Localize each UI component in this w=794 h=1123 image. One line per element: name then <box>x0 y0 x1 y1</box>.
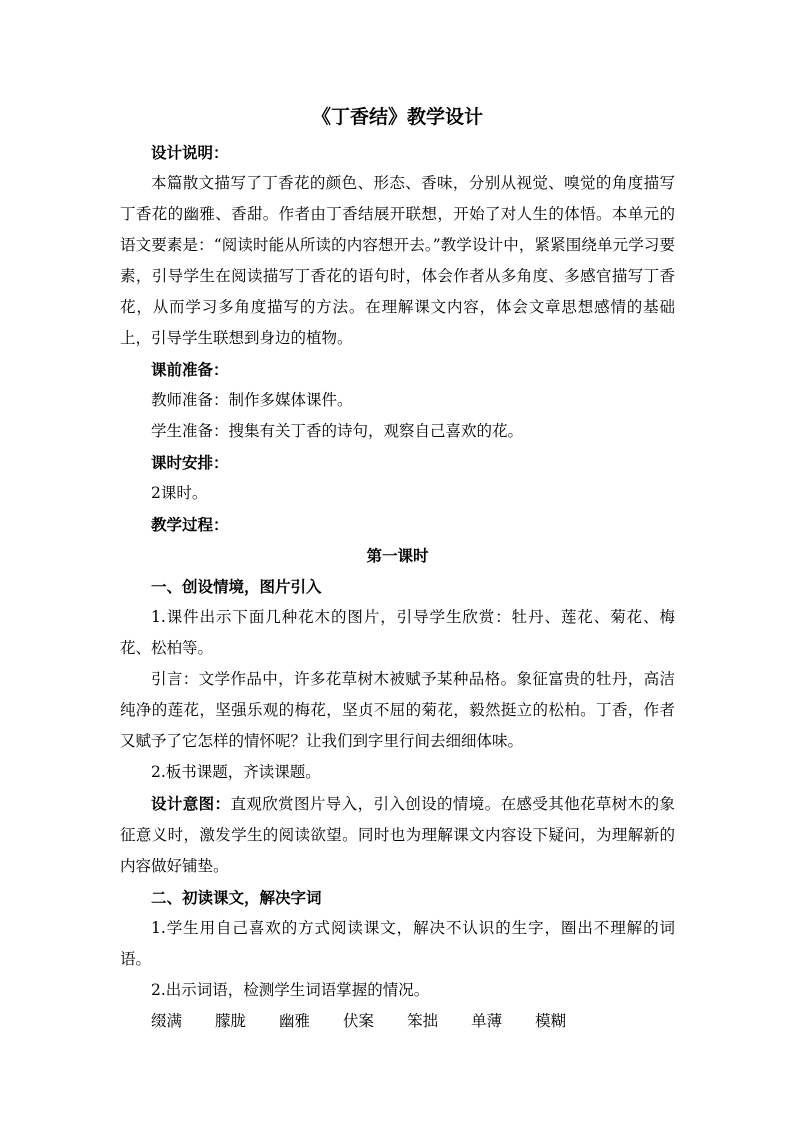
section-heading-design-notes: 设计说明： <box>151 143 229 162</box>
section-heading-process: 教学过程： <box>151 515 229 534</box>
vocabulary-list <box>120 1006 675 1037</box>
vocabulary-word: 缀满 <box>151 1012 183 1030</box>
paragraph-schedule: 2课时。 <box>151 484 208 502</box>
paragraph-introduction: 引言：文学作品中，许多花草树木被赋予某种品格。象征富贵的牡丹，高洁纯净的莲花，坚强乐观的梅花，坚贞不屈的菊花，毅然挺立的松柏。丁香，作者又赋予了它怎样的情怀呢？让我们到字里行间去细细体味。 <box>120 670 675 750</box>
vocabulary-word: 笨拙 <box>407 1012 439 1030</box>
section-heading-preparation: 课前准备： <box>151 360 229 379</box>
paragraph-student-prep: 学生准备：搜集有关丁香的诗句，观察自己喜欢的花。 <box>151 422 524 440</box>
vocabulary-word: 幽雅 <box>279 1012 311 1030</box>
section-heading-schedule: 课时安排： <box>151 453 229 472</box>
paragraph-design-notes: 本篇散文描写了丁香花的颜色、形态、香味，分别从视觉、嗅觉的角度描写丁香花的幽雅、香甜。作者由丁香结展开联想，开始了对人生的体悟。本单元的语文要素是：“阅读时能从所读的内容想开去。”教学设计中，紧紧围绕单元学习要素，引导学生在阅读描写丁香花的语句时，体会作者从多角度、多感官描写丁香花，从而学习多角度描写的方法。在理解课文内容，体会文章思想感情的基础上，引导学生联想到身边的植物。 <box>120 174 675 347</box>
vocabulary-word: 模糊 <box>535 1012 567 1030</box>
section-heading-step-1: 一、创设情境，图片引入 <box>151 577 322 596</box>
paragraph-teacher-prep: 教师准备：制作多媒体课件。 <box>151 391 353 409</box>
section-heading-step-2: 二、初读课文，解决字词 <box>151 888 322 907</box>
design-intent-label: 设计意图： <box>151 794 231 813</box>
vocabulary-word: 朦胧 <box>215 1012 247 1030</box>
paragraph-step-1-item-2: 2.板书课题，齐读课题。 <box>151 763 321 781</box>
document-body <box>120 100 675 1037</box>
paragraph-step-2-item-2: 2.出示词语，检测学生词语掌握的情况。 <box>151 981 430 999</box>
lesson-title: 第一课时 <box>366 546 429 565</box>
paragraph-step-2-item-1: 1.学生用自己喜欢的方式阅读课文，解决不认识的生字，圈出不理解的词语。 <box>120 919 675 968</box>
paragraph-step-1-item-1: 1.课件出示下面几种花木的图片，引导学生欣赏：牡丹、莲花、菊花、梅花、松柏等。 <box>120 608 675 657</box>
vocabulary-word: 单薄 <box>471 1012 503 1030</box>
paragraph-design-intent <box>120 788 675 882</box>
design-intent-text: 直观欣赏图片导入，引入创设的情境。在感受其他花草树木的象征意义时，激发学生的阅读欲望。同时也为理解课文内容设下疑问，为理解新的内容做好铺垫。 <box>120 795 675 875</box>
document-title: 《丁香结》教学设计 <box>311 106 483 128</box>
vocabulary-word: 伏案 <box>343 1012 375 1030</box>
